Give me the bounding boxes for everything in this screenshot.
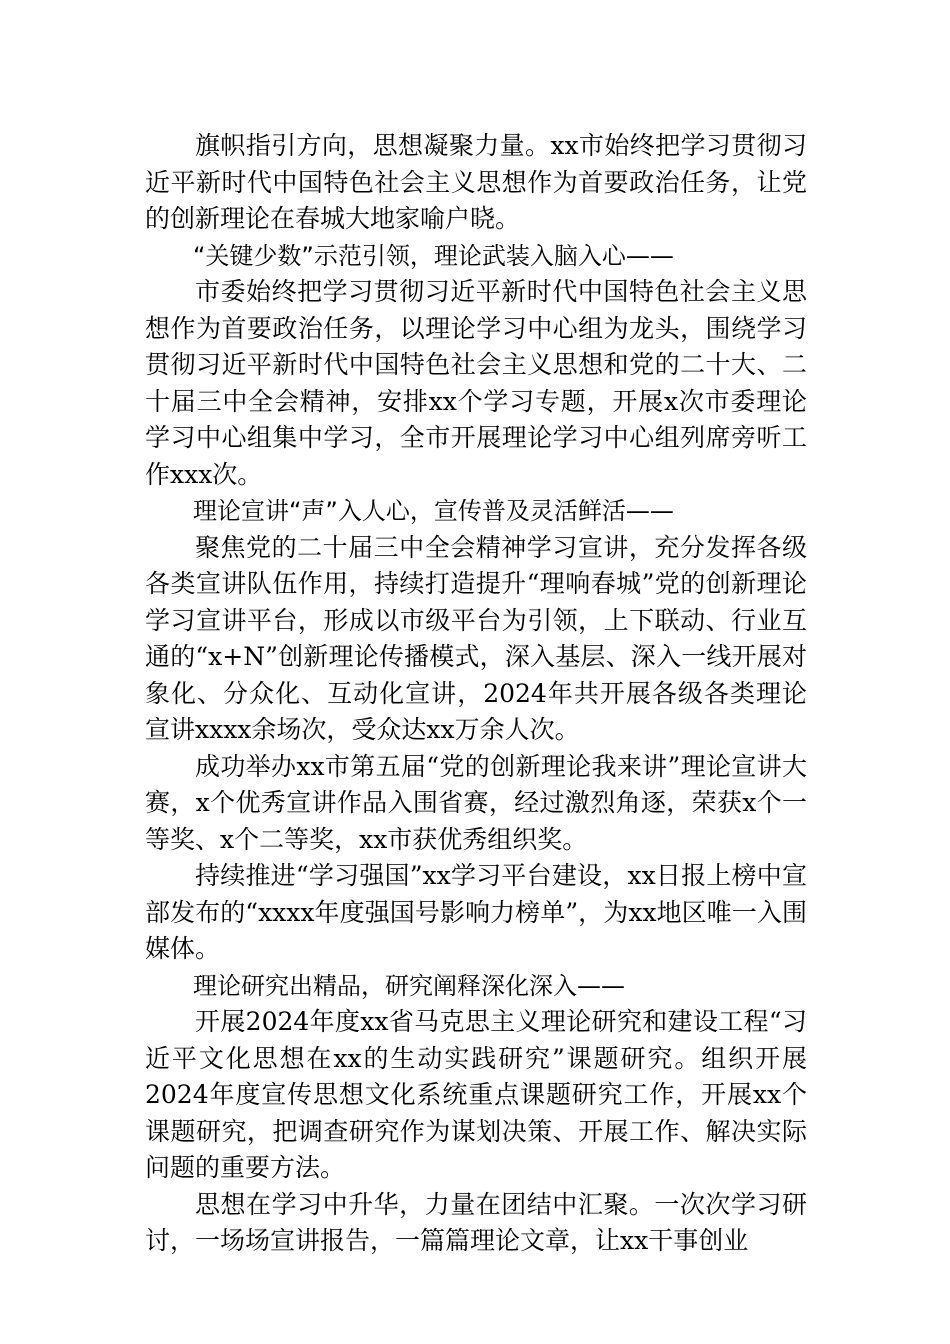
document-body [145, 128, 807, 1260]
section-heading-theory-research: 理论研究出精品，研究阐释深化深入—— [193, 971, 625, 1000]
closing-paragraph: 思想在学习中升华，力量在团结中汇聚。一次次学习研讨，一场场宣讲报告，一篇篇理论文章，让xx干事创业 [145, 1189, 807, 1255]
body-paragraph: 聚焦党的二十届三中全会精神学习宣讲，充分发挥各级各类宣讲队伍作用，持续打造提升“理响春城”党的创新理论学习宣讲平台，形成以市级平台为引领，上下联动、行业互通的“x+N”创新理论传播模式，深入基层、深入一线开展对象化、分众化、互动化宣讲，2024年共开展各级各类理论宣讲xxxx余场次，受众达xx万余人次。 [145, 532, 807, 744]
body-paragraph: 持续推进“学习强国”xx学习平台建设，xx日报上榜中宣部发布的“xxxx年度强国号影响力榜单”，为xx地区唯一入围媒体。 [145, 861, 807, 963]
body-paragraph: 成功举办xx市第五届“党的创新理论我来讲”理论宣讲大赛，x个优秀宣讲作品入围省赛，经过激烈角逐，荣获x个一等奖、x个二等奖，xx市获优秀组织奖。 [145, 751, 807, 854]
section-heading-key-minority: “关键少数”示范引领，理论武装入脑入心—— [193, 241, 674, 270]
intro-paragraph: 旗帜指引方向，思想凝聚力量。xx市始终把学习贯彻习近平新时代中国特色社会主义思想作为首要政治任务，让党的创新理论在春城大地家喻户晓。 [145, 131, 807, 233]
section-heading-theory-lecture: 理论宣讲“声”入人心，宣传普及灵活鲜活—— [193, 497, 674, 525]
body-paragraph: 市委始终把学习贯彻习近平新时代中国特色社会主义思想作为首要政治任务，以理论学习中心组为龙头，围绕学习贯彻习近平新时代中国特色社会主义思想和党的二十大、二十届三中全会精神，安排xx个学习专题，开展x次市委理论学习中心组集中学习，全市开展理论学习中心组列席旁听工作xxx次。 [145, 277, 807, 489]
body-paragraph: 开展2024年度xx省马克思主义理论研究和建设工程“习近平文化思想在xx的生动实践研究”课题研究。组织开展2024年度宣传思想文化系统重点课题研究工作，开展xx个课题研究，把调查研究作为谋划决策、开展工作、解决实际问题的重要方法。 [145, 1007, 807, 1182]
